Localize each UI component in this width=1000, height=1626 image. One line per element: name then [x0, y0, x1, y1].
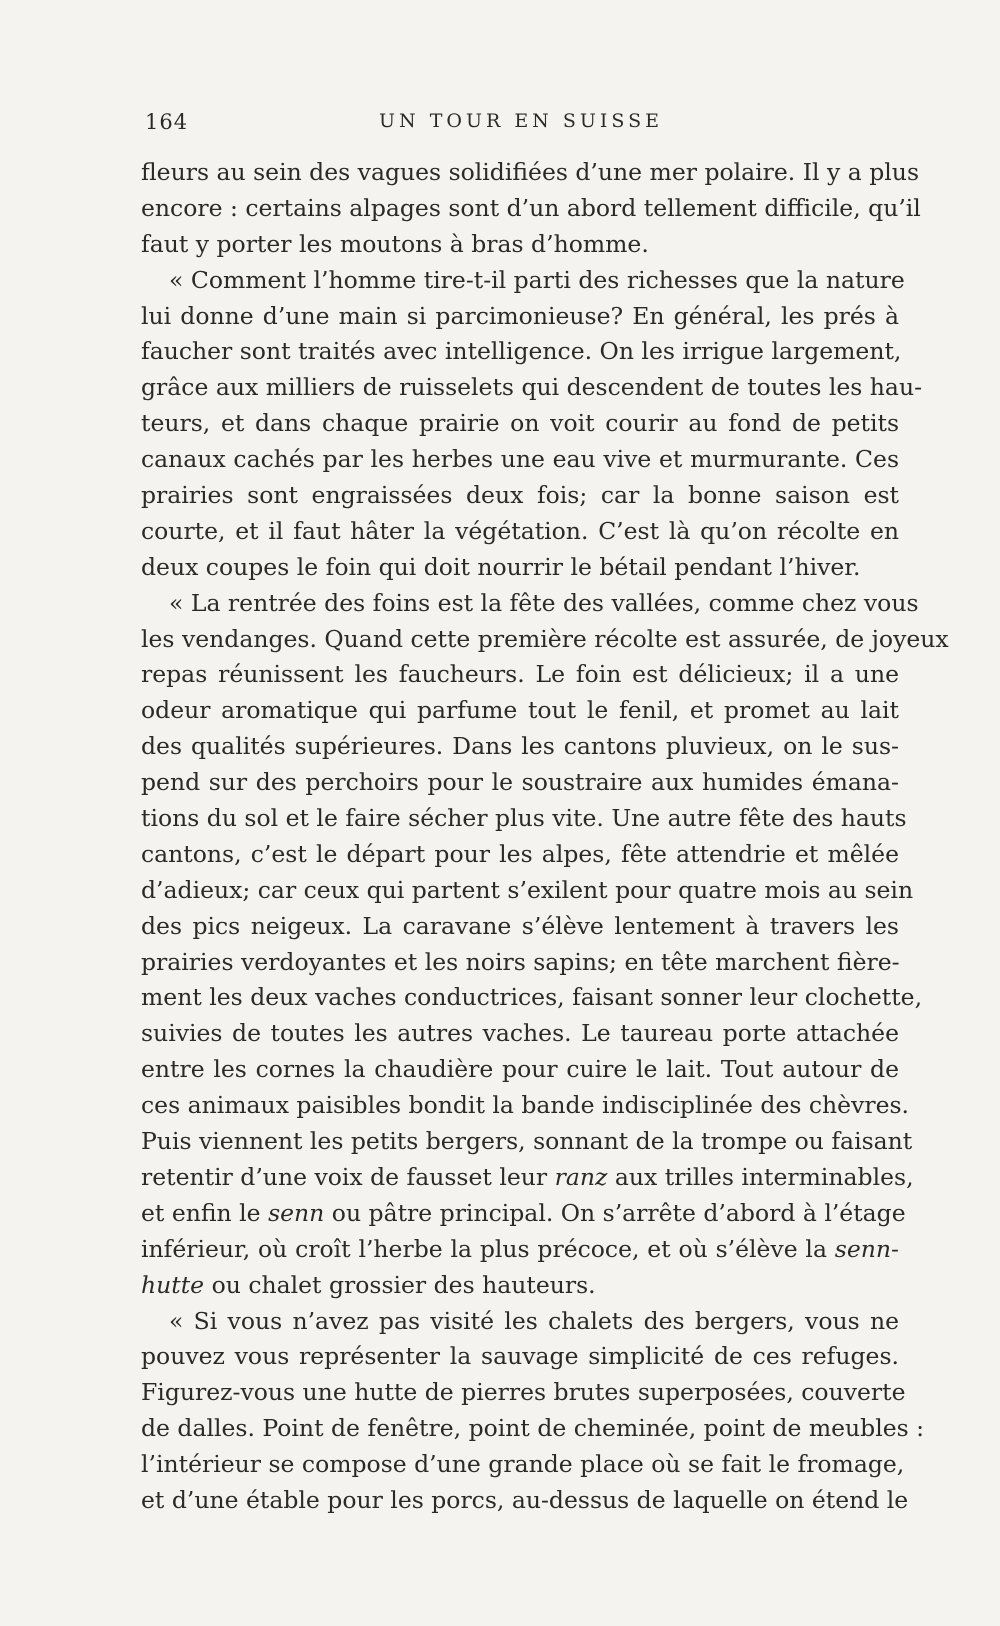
text-line: « Si vous n’avez pas visité les chalets des bergers, vous ne [169, 1306, 899, 1335]
text-line: fleurs au sein des vagues solidifiées d’une mer polaire. Il y a plus [141, 158, 920, 186]
text-line: canaux cachés par les herbes une eau vive et murmurante. Ces [141, 445, 899, 474]
text-line: les vendanges. Quand cette première récolte est assurée, de joyeux [141, 624, 949, 653]
text-line: ment les deux vaches conductrices, faisant sonner leur clochette, [141, 983, 923, 1012]
text-line: des pics neigeux. La caravane s’élève lentement à travers les [141, 911, 899, 940]
page-number: 164 [145, 110, 189, 134]
text-line: prairies sont engraissées deux fois; car la bonne saison est [141, 481, 899, 510]
italic-word: senn [268, 1198, 325, 1227]
text-line: odeur aromatique qui parfume tout le fenil, et promet au lait [141, 696, 899, 725]
text-line: l’intérieur se compose d’une grande place où se fait le fromage, [141, 1450, 905, 1479]
italic-word: hutte [141, 1270, 205, 1299]
text-line: faucher sont traités avec intelligence. On les irrigue largement, [141, 337, 902, 366]
text-line: entre les cornes la chaudière pour cuire le lait. Tout autour de [141, 1055, 899, 1084]
text-line: repas réunissent les faucheurs. Le foin est délicieux; il a une [141, 660, 899, 689]
text-segment: ou pâtre principal. On s’arrête d’abord à l’étage [331, 1198, 906, 1227]
page-header [145, 110, 897, 142]
body-text [141, 155, 949, 1519]
text-line: ces animaux paisibles bondit la bande indisciplinée des chèvres. [141, 1091, 910, 1120]
text-line: tions du sol et le faire sécher plus vite. Une autre fête des hauts [141, 804, 907, 833]
text-line: suivies de toutes les autres vaches. Le taureau porte attachée [141, 1019, 899, 1048]
italic-word: senn- [834, 1234, 899, 1263]
text-line: prairies verdoyantes et les noirs sapins; en tête marchent fière- [141, 947, 900, 976]
text-segment: ou chalet grossier des hauteurs. [211, 1270, 596, 1299]
text-line [141, 1268, 899, 1304]
text-line: teurs, et dans chaque prairie on voit courir au fond de petits [141, 409, 899, 438]
running-title: UN TOUR EN SUISSE [379, 110, 663, 132]
text-line: pend sur des perchoirs pour le soustraire aux humides émana- [141, 768, 899, 797]
text-line: des qualités supérieures. Dans les cantons pluvieux, on le sus- [141, 732, 899, 761]
text-line: deux coupes le foin qui doit nourrir le bétail pendant l’hiver. [141, 552, 861, 581]
text-line: de dalles. Point de fenêtre, point de cheminée, point de meubles : [141, 1414, 925, 1443]
text-segment: et enfin le [141, 1198, 261, 1227]
text-line: « La rentrée des foins est la fête des vallées, comme chez vous [169, 588, 919, 617]
text-line: d’adieux; car ceux qui partent s’exilent pour quatre mois au sein [141, 875, 914, 904]
text-line: et d’une étable pour les porcs, au-dessus de laquelle on étend le [141, 1485, 909, 1514]
text-line: cantons, c’est le départ pour les alpes, fête attendrie et mêlée [141, 839, 899, 868]
text-line [141, 1160, 914, 1196]
text-line: faut y porter les moutons à bras d’homme. [141, 229, 649, 258]
text-line [141, 1196, 906, 1232]
text-segment: retentir d’une voix de fausset leur [141, 1162, 548, 1191]
italic-word: ranz [554, 1162, 608, 1191]
text-line: grâce aux milliers de ruisselets qui descendent de toutes les hau- [141, 373, 923, 402]
text-line: encore : certains alpages sont d’un abord tellement difficile, qu’il [141, 193, 921, 222]
text-line: Figurez-vous une hutte de pierres brutes superposées, couverte [141, 1378, 906, 1407]
text-line: « Comment l’homme tire-t-il parti des richesses que la nature [169, 265, 905, 294]
text-segment: inférieur, où croît l’herbe la plus précoce, et où s’élève la [141, 1234, 827, 1263]
text-line: pouvez vous représenter la sauvage simplicité de ces refuges. [141, 1342, 899, 1371]
text-line [141, 1232, 899, 1268]
text-line: Puis viennent les petits bergers, sonnant de la trompe ou faisant [141, 1127, 913, 1156]
text-line: lui donne d’une main si parcimonieuse? En général, les prés à [141, 301, 899, 330]
text-line: courte, et il faut hâter la végétation. C’est là qu’on récolte en [141, 516, 899, 545]
text-segment: aux trilles interminables, [614, 1162, 914, 1191]
